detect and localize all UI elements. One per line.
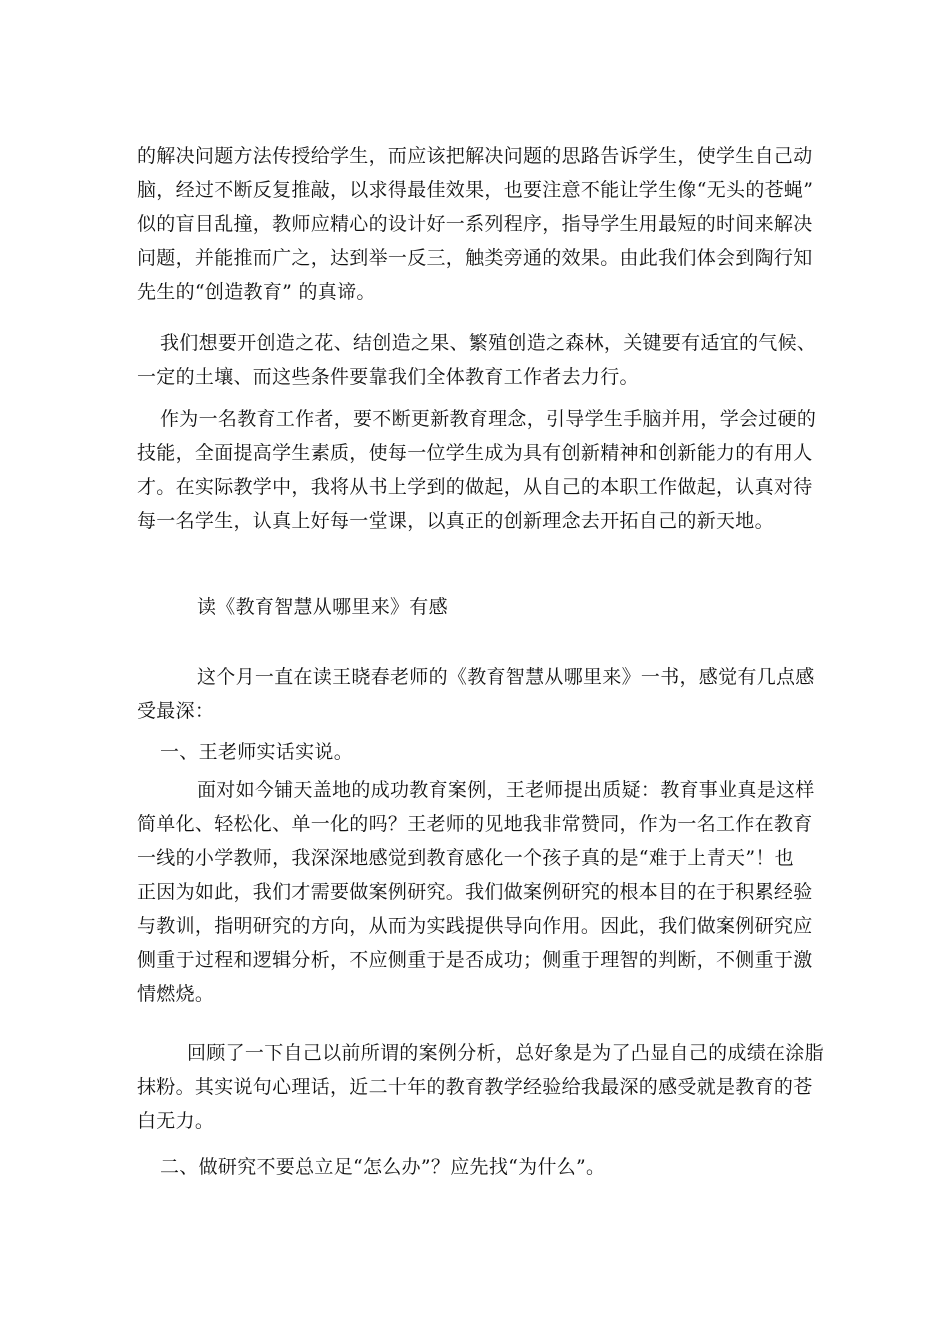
text-line: 抹粉。其实说句心理话，近二十年的教育教学经验给我最深的感受就是教育的苍 <box>137 1076 813 1098</box>
text-line: 的解决问题方法传授给学生，而应该把解决问题的思路告诉学生，使学生自己动 <box>137 145 813 167</box>
text-line: 侧重于过程和逻辑分析，不应侧重于是否成功；侧重于理智的判断，不侧重于激 <box>137 949 813 971</box>
text-line: 一线的小学教师，我深深地感觉到教育感化一个孩子真的是“难于上青天”！也 <box>137 847 794 869</box>
text-line: 与教训，指明研究的方向，从而为实践提供导向作用。因此，我们做案例研究应 <box>137 915 813 937</box>
text-line: 白无力。 <box>137 1110 215 1132</box>
title-text: 读《教育智慧从哪里来》有感 <box>197 596 448 618</box>
text-line: 面对如今铺天盖地的成功教育案例，王老师提出质疑：教育事业真是这样 <box>197 779 815 801</box>
text-line: 一定的土壤、而这些条件要靠我们全体教育工作者去力行。 <box>137 366 639 388</box>
essay-title <box>137 590 817 624</box>
paragraph-creation <box>137 326 817 394</box>
text-line: 回顾了一下自己以前所谓的案例分析，总好象是为了凸显自己的成绩在涂脂 <box>187 1042 824 1064</box>
text-line: 先生的“创造教育” 的真谛。 <box>137 281 376 303</box>
paragraph-educator <box>137 402 817 538</box>
text-line: 我们想要开创造之花、结创造之果、繁殖创造之森林，关键要有适宜的气候、 <box>160 332 817 354</box>
section-heading-2 <box>137 1150 817 1184</box>
heading-text: 二、做研究不要总立足“怎么办”？应先找“为什么”。 <box>160 1156 606 1178</box>
text-line: 技能，全面提高学生素质，使每一位学生成为具有创新精神和创新能力的有用人 <box>137 442 813 464</box>
paragraph-intro <box>137 660 817 728</box>
text-line: 问题，并能推而广之，达到举一反三，触类旁通的效果。由此我们体会到陶行知 <box>137 247 813 269</box>
section-heading-1 <box>137 735 817 769</box>
text-line: 简单化、轻松化、单一化的吗？王老师的见地我非常赞同，作为一名工作在教育 <box>137 813 813 835</box>
text-line: 每一名学生，认真上好每一堂课，以真正的创新理念去开拓自己的新天地。 <box>137 510 774 532</box>
paragraph-reflection <box>137 1036 824 1138</box>
text-line: 正因为如此，我们才需要做案例研究。我们做案例研究的根本目的在于积累经验 <box>137 881 813 903</box>
text-line: 似的盲目乱撞，教师应精心的设计好一系列程序，指导学生用最短的时间来解决 <box>137 213 813 235</box>
text-line: 情燃烧。 <box>137 983 215 1005</box>
text-line: 作为一名教育工作者，要不断更新教育理念，引导学生手脑并用，学会过硬的 <box>160 408 817 430</box>
text-line: 脑，经过不断反复推敲，以求得最佳效果，也要注意不能让学生像“无头的苍蝇” <box>137 179 814 201</box>
paragraph-case-study <box>137 773 817 1011</box>
text-line: 才。在实际教学中，我将从书上学到的做起，从自己的本职工作做起，认真对待 <box>137 476 813 498</box>
paragraph-continued <box>137 139 817 309</box>
heading-text: 一、王老师实话实说。 <box>160 741 354 763</box>
text-line: 这个月一直在读王晓春老师的《教育智慧从哪里来》一书，感觉有几点感 <box>197 666 815 688</box>
text-line: 受最深： <box>137 700 215 722</box>
